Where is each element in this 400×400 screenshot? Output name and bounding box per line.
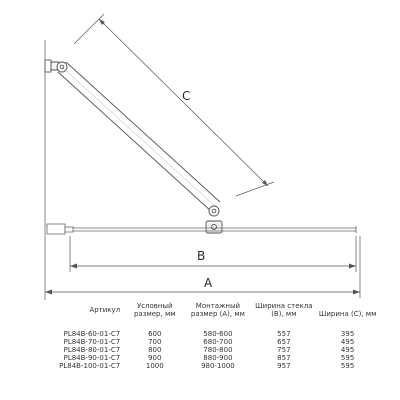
stabilizer-bar xyxy=(58,62,220,212)
header-width-c: Ширина (C), мм xyxy=(318,310,377,318)
cell-nominal-size: 900 xyxy=(148,354,162,362)
dimension-a-label: A xyxy=(204,276,213,290)
header-mounting-size: Монтажный размер (A), мм xyxy=(190,302,245,318)
dimension-c-label: C xyxy=(182,89,191,103)
cell-article: PL84B-80-01-C7 xyxy=(63,346,121,354)
table-row xyxy=(40,346,380,354)
spec-table xyxy=(40,302,380,370)
cell-nominal-size: 700 xyxy=(148,338,162,346)
table-row xyxy=(40,354,380,362)
header-nominal-size: Условный размер, мм xyxy=(134,302,176,318)
cell-article: PL84B-60-01-C7 xyxy=(63,330,121,338)
header-article: Артикул xyxy=(89,306,121,314)
cell-width-c: 495 xyxy=(340,346,355,354)
cell-nominal-size: 800 xyxy=(148,346,162,354)
spec-table-header xyxy=(40,302,380,330)
table-row xyxy=(40,338,380,346)
table-row xyxy=(40,330,380,338)
cell-width-c: 595 xyxy=(340,354,355,362)
cell-mounting-size: 780-800 xyxy=(203,346,233,354)
dimension-b xyxy=(70,236,356,272)
cell-glass-width: 757 xyxy=(277,346,291,354)
cell-width-c: 395 xyxy=(340,330,355,338)
cell-article: PL84B-100-01-C7 xyxy=(59,362,121,370)
cell-glass-width: 657 xyxy=(277,338,291,346)
cell-glass-width: 857 xyxy=(277,354,291,362)
cell-article: PL84B-70-01-C7 xyxy=(63,338,121,346)
cell-glass-width: 957 xyxy=(277,362,291,370)
cell-glass-width: 557 xyxy=(277,330,291,338)
cell-width-c: 495 xyxy=(340,338,355,346)
cell-mounting-size: 680-700 xyxy=(203,338,233,346)
glass-clamp xyxy=(206,206,222,233)
cell-article: PL84B-90-01-C7 xyxy=(63,354,121,362)
cell-nominal-size: 1000 xyxy=(145,362,164,370)
glass-panel xyxy=(47,224,356,234)
header-glass-width: Ширина стекла (B), мм xyxy=(255,302,313,318)
dimension-a xyxy=(45,236,360,298)
table-row xyxy=(40,362,380,370)
wall-bracket-top xyxy=(45,60,67,72)
cell-mounting-size: 980-1000 xyxy=(201,362,235,370)
cell-width-c: 595 xyxy=(340,362,355,370)
dimension-b-label: B xyxy=(197,249,206,263)
cell-mounting-size: 580-600 xyxy=(203,330,233,338)
cell-nominal-size: 600 xyxy=(148,330,162,338)
cell-mounting-size: 880-900 xyxy=(203,354,233,362)
